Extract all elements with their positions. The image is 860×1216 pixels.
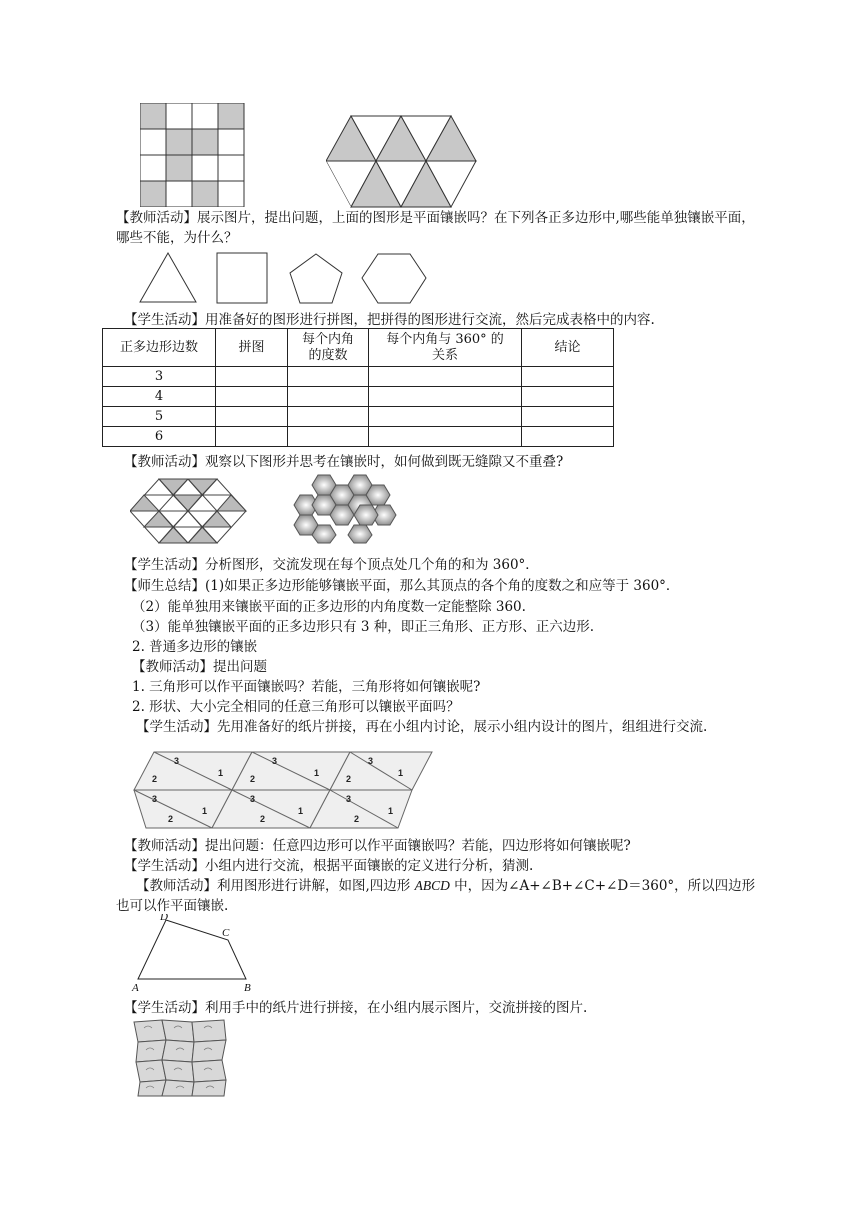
quadrilateral-abcd-figure (128, 914, 258, 994)
table-cell (288, 367, 369, 387)
table-cell (216, 367, 288, 387)
question-1: 1. 三角形可以作平面镶嵌吗？若能，三角形将如何镶嵌呢? (132, 679, 481, 695)
angle-label: 3 (272, 756, 278, 766)
vertex-label-b: B (244, 982, 251, 994)
angle-label: 3 (368, 756, 374, 766)
vertex-label-d: D (160, 914, 168, 923)
angle-label: 1 (398, 768, 404, 778)
angle-label: 1 (202, 806, 208, 816)
table-header: 正多边形边数 (103, 329, 216, 367)
triangle-tiling-figure (326, 115, 478, 209)
summary-point-2: （2）能单独用来镶嵌平面的正多边形的内角度数一定能整除 360. (132, 599, 526, 615)
table-header: 拼图 (216, 329, 288, 367)
paragraph-student-activity-1: 【学生活动】用准备好的图形进行拼图，把拼得的图形进行交流，然后完成表格中的内容. (124, 312, 655, 328)
angle-label: 3 (152, 794, 158, 804)
angle-label: 1 (298, 806, 304, 816)
polygon-table (102, 328, 614, 447)
table-cell: 4 (103, 387, 216, 407)
paragraph-teacher-activity-4: 【教师活动】提出问题：任意四边形可以作平面镶嵌吗？若能，四边形将如何镶嵌呢? (124, 838, 631, 854)
vertex-label-a: A (132, 982, 139, 994)
angle-label: 3 (174, 756, 180, 766)
table-cell (288, 407, 369, 427)
angle-label: 1 (314, 768, 320, 778)
table-row (103, 427, 614, 447)
table-header: 结论 (522, 329, 614, 367)
angle-label: 2 (354, 814, 360, 824)
table-cell (522, 387, 614, 407)
angle-label: 3 (250, 794, 256, 804)
quadrilateral-tiling-figure (132, 1018, 228, 1098)
table-cell (369, 387, 522, 407)
angle-label: 1 (218, 768, 224, 778)
table-cell: 3 (103, 367, 216, 387)
table-cell (369, 407, 522, 427)
paragraph-summary: 【师生总结】(1)如果正多边形能够镶嵌平面，那么其顶点的各个角的度数之和应等于 360°． (124, 578, 680, 594)
angle-label: 1 (388, 806, 394, 816)
paragraph-student-activity-5: 【学生活动】利用手中的纸片进行拼接，在小组内展示图片，交流拼接的图片. (124, 1000, 588, 1016)
table-cell (216, 387, 288, 407)
table-cell (288, 387, 369, 407)
table-cell (522, 427, 614, 447)
section-heading: 2. 普通多边形的镶嵌 (132, 639, 258, 655)
paragraph-teacher-activity-5: 【教师活动】利用图形进行讲解，如图,四边形 ABCD 中，因为∠A+∠B+∠C+∠D＝360°，所以四边形也可以作平面镶嵌. (116, 878, 756, 914)
table-row (103, 407, 614, 427)
summary-point-3: （3）能单独镶嵌平面的正多边形只有 3 种，即正三角形、正方形、正六边形. (132, 619, 595, 635)
triangle-angle-tiling-figure (132, 750, 434, 830)
table-cell: 5 (103, 407, 216, 427)
table-row (103, 387, 614, 407)
angle-label: 2 (152, 774, 158, 784)
paragraph-student-activity-2: 【学生活动】分析图形，交流发现在每个顶点处几个角的和为 360°． (124, 557, 539, 573)
angle-label: 2 (260, 814, 266, 824)
table-cell (522, 367, 614, 387)
angle-label: 2 (168, 814, 174, 824)
question-2: 2. 形状、大小完全相同的任意三角形可以镶嵌平面吗？ (132, 699, 460, 715)
table-cell: 6 (103, 427, 216, 447)
regular-polygons-figure (138, 250, 438, 306)
table-cell (369, 367, 522, 387)
triangle-hexagon-figure (130, 478, 248, 544)
table-cell (288, 427, 369, 447)
paragraph-teacher-activity-3: 【教师活动】提出问题 (132, 659, 267, 675)
table-cell (216, 427, 288, 447)
table-header: 每个内角与 360° 的 关系 (369, 329, 522, 367)
paragraph-teacher-activity-1: 【教师活动】展示图片，提出问题，上面的图形是平面镶嵌吗？在下列各正多边形中,哪些能单独镶嵌平面，哪些不能，为什么？ (116, 210, 755, 246)
square-tiling-figure (140, 103, 248, 207)
paragraph-student-activity-4: 【学生活动】小组内进行交流，根据平面镶嵌的定义进行分析，猜测. (124, 858, 534, 874)
angle-label: 2 (346, 774, 352, 784)
table-header: 每个内角 的度数 (288, 329, 369, 367)
table-cell (216, 407, 288, 427)
paragraph-student-activity-3: 【学生活动】先用准备好的纸片拼接，再在小组内讨论，展示小组内设计的图片，组组进行交流. (136, 719, 708, 735)
angle-label: 2 (250, 774, 256, 784)
paragraph-teacher-activity-2: 【教师活动】观察以下图形并思考在镶嵌时，如何做到既无缝隙又不重叠? (124, 454, 564, 470)
vertex-label-c: C (222, 927, 230, 939)
hexagon-tiling-figure (288, 473, 400, 545)
table-cell (522, 407, 614, 427)
table-header-row (103, 329, 614, 367)
table-cell (369, 427, 522, 447)
angle-label: 3 (346, 794, 352, 804)
table-row (103, 367, 614, 387)
